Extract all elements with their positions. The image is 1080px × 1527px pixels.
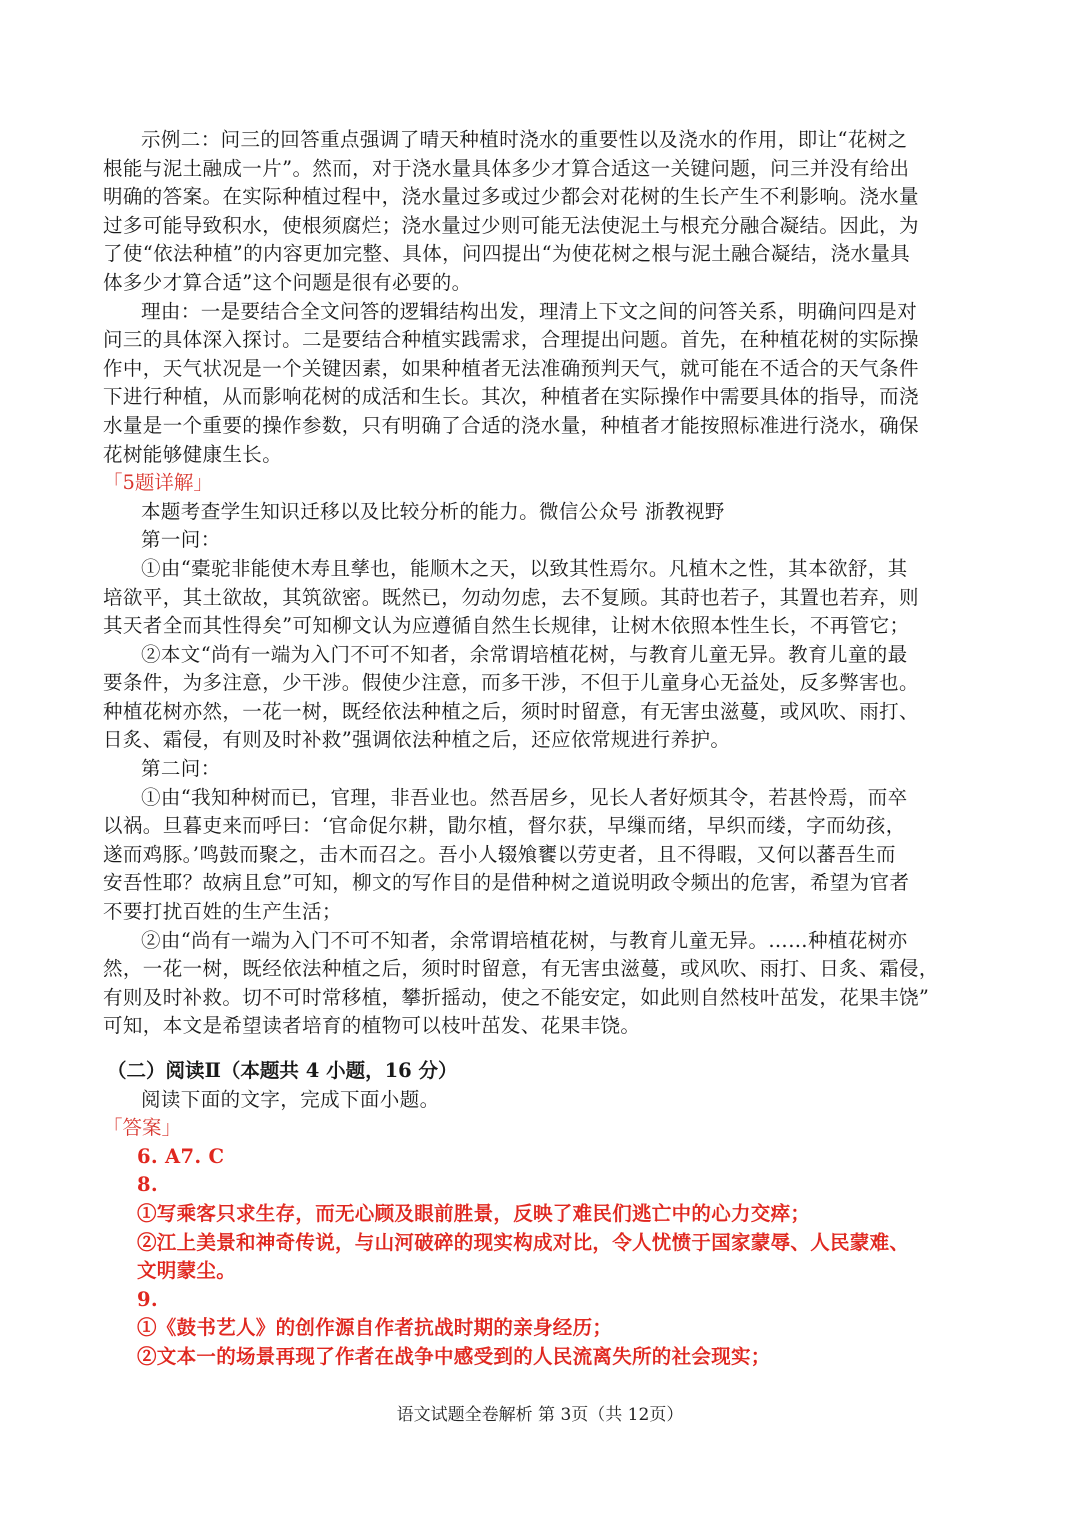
text-line: 遂而鸡豚。’鸣鼓而聚之，击木而召之。吾小人辍飧饔以劳吏者，且不得暇，又何以蕃吾生而 xyxy=(103,842,896,866)
section-heading: （二）阅读Ⅱ（本题共 4 小题，16 分） xyxy=(107,1059,458,1082)
q5-second-point-2 xyxy=(103,927,983,1041)
text-line: 种植花树亦然，一花一树，既经依法种植之后，须时时留意，有无害虫滋蔓，或风吹、雨打、 xyxy=(103,699,919,723)
answer-q9-label: 9. xyxy=(137,1287,158,1311)
text-line: 培欲平，其土欲故，其筑欲密。既然已，勿动勿虑，去不复顾。其莳也若子，其置也若弃，则 xyxy=(103,585,919,609)
text-line: 问三的具体深入探讨。二是要结合种植实践需求，合理提出问题。首先，在种植花树的实际操 xyxy=(103,328,919,352)
text-line: 理由：一是要结合全文问答的逻辑结构出发，理清上下文之间的问答关系，明确问四是对 xyxy=(141,299,918,323)
answer-q8-line: ①写乘客只求生存，而无心顾及眼前胜景，反映了难民们逃亡中的心力交瘁； xyxy=(137,1201,811,1225)
q5-second-label: 第二问： xyxy=(141,757,221,781)
text-line: 体多少才算合适”这个问题是很有必要的。 xyxy=(103,270,472,294)
text-line: 过多可能导致积水，使根须腐烂；浇水量过少则可能无法使泥土与根充分融合凝结。因此，为 xyxy=(103,213,919,237)
answer-q8-label: 8. xyxy=(137,1173,158,1197)
q5-first-point-1 xyxy=(103,555,983,641)
text-line: ①由“我知种树而已，官理，非吾业也。然吾居乡，见长人者好烦其令，若甚怜焉，而卒 xyxy=(141,785,908,809)
text-line: ②本文“尚有一端为入门不可不知者，余常谓培植花树，与教育儿童无异。教育儿童的最 xyxy=(141,642,908,666)
text-line: 有则及时补救。切不可时常移植，攀折摇动，使之不能安定，如此则自然枝叶茁发，花果丰饶” xyxy=(103,985,930,1009)
answers-6-7 xyxy=(103,1143,983,1172)
text-line: 要条件，为多注意，少干涉。假使少注意，而多干涉，不但于儿童身心无益处，反多弊害也。 xyxy=(103,671,919,695)
answer-q9-line: ②文本一的场景再现了作者在战争中感受到的人民流离失所的社会现实； xyxy=(137,1344,771,1368)
q5-intro: 本题考查学生知识迁移以及比较分析的能力。微信公众号 浙教视野 xyxy=(141,499,725,523)
text-line: 根能与泥土融成一片”。然而，对于浇水量具体多少才算合适这一关键问题，问三并没有给出 xyxy=(103,156,910,180)
text-line: 作中，天气状况是一个关键因素，如果种植者无法准确预判天气，就可能在不适合的天气条件 xyxy=(103,356,919,380)
reason-paragraph xyxy=(103,298,983,470)
answer-q6: 6. A xyxy=(137,1144,181,1168)
page-content xyxy=(103,126,983,1372)
text-line: 花树能够健康生长。 xyxy=(103,442,283,466)
answer-tag: 「答案」 xyxy=(103,1116,182,1140)
text-line: 下进行种植，从而影响花树的成活和生长。其次，种植者在实际操作中需要具体的指导，而浇 xyxy=(103,385,919,409)
text-line: ②由“尚有一端为入门不可不知者，余常谓培植花树，与教育儿童无异。……种植花树亦 xyxy=(141,928,908,952)
text-line: 可知，本文是希望读者培育的植物可以枝叶茁发、花果丰饶。 xyxy=(103,1014,641,1038)
answer-q9-line: ①《鼓书艺人》的创作源自作者抗战时期的亲身经历； xyxy=(137,1316,613,1340)
text-line: ①由“橐驼非能使木寿且孳也，能顺木之天，以致其性焉尔。凡植木之性，其本欲舒，其 xyxy=(141,556,908,580)
text-line: 示例二：问三的回答重点强调了晴天种植时浇水的重要性以及浇水的作用，即让“花树之 xyxy=(141,128,908,151)
text-line: 水量是一个重要的操作参数，只有明确了合适的浇水量，种植者才能按照标准进行浇水，确保 xyxy=(103,413,919,437)
section-instruction: 阅读下面的文字，完成下面小题。 xyxy=(141,1087,440,1111)
text-line: 不要打扰百姓的生产生活； xyxy=(103,900,342,924)
answer-q8-line: 文明蒙尘。 xyxy=(137,1259,237,1283)
q5-detail-tag: 「5题详解」 xyxy=(103,471,213,495)
answer-q8-line: ②江上美景和神奇传说，与山河破碎的现实构成对比，令人忧愤于国家蒙辱、人民蒙难、 xyxy=(137,1230,910,1254)
text-line: 了使“依法种植”的内容更加完整、具体，问四提出“为使花树之根与泥土融合凝结，浇水量具 xyxy=(103,242,911,266)
answer-q7: 7. C xyxy=(180,1144,225,1168)
text-line: 其天者全而其性得矣”可知柳文认为应遵循自然生长规律，让树木依照本性生长，不再管它； xyxy=(103,614,910,638)
text-line: 安吾性耶？故病且怠”可知，柳文的写作目的是借种树之道说明政令频出的危害，希望为官者 xyxy=(103,871,910,895)
text-line: 以祸。旦暮吏来而呼曰：‘官命促尔耕，勖尔植，督尔获，早缫而绪，早织而缕，字而幼孩， xyxy=(103,814,906,838)
q5-first-point-2 xyxy=(103,641,983,755)
text-line: 日炙、霜侵，有则及时补救”强调依法种植之后，还应依常规进行养护。 xyxy=(103,728,731,752)
q5-second-point-1 xyxy=(103,784,983,927)
text-line: 明确的答案。在实际种植过程中，浇水量过多或过少都会对花树的生长产生不利影响。浇水量 xyxy=(103,185,919,209)
text-line: 然，一花一树，既经依法种植之后，须时时留意，有无害虫滋蔓，或风吹、雨打、日炙、霜侵， xyxy=(103,957,939,981)
page-footer: 语文试题全卷解析 第 3页（共 12页） xyxy=(396,1405,684,1425)
q5-first-label: 第一问： xyxy=(141,528,221,552)
example2-paragraph xyxy=(103,126,983,298)
